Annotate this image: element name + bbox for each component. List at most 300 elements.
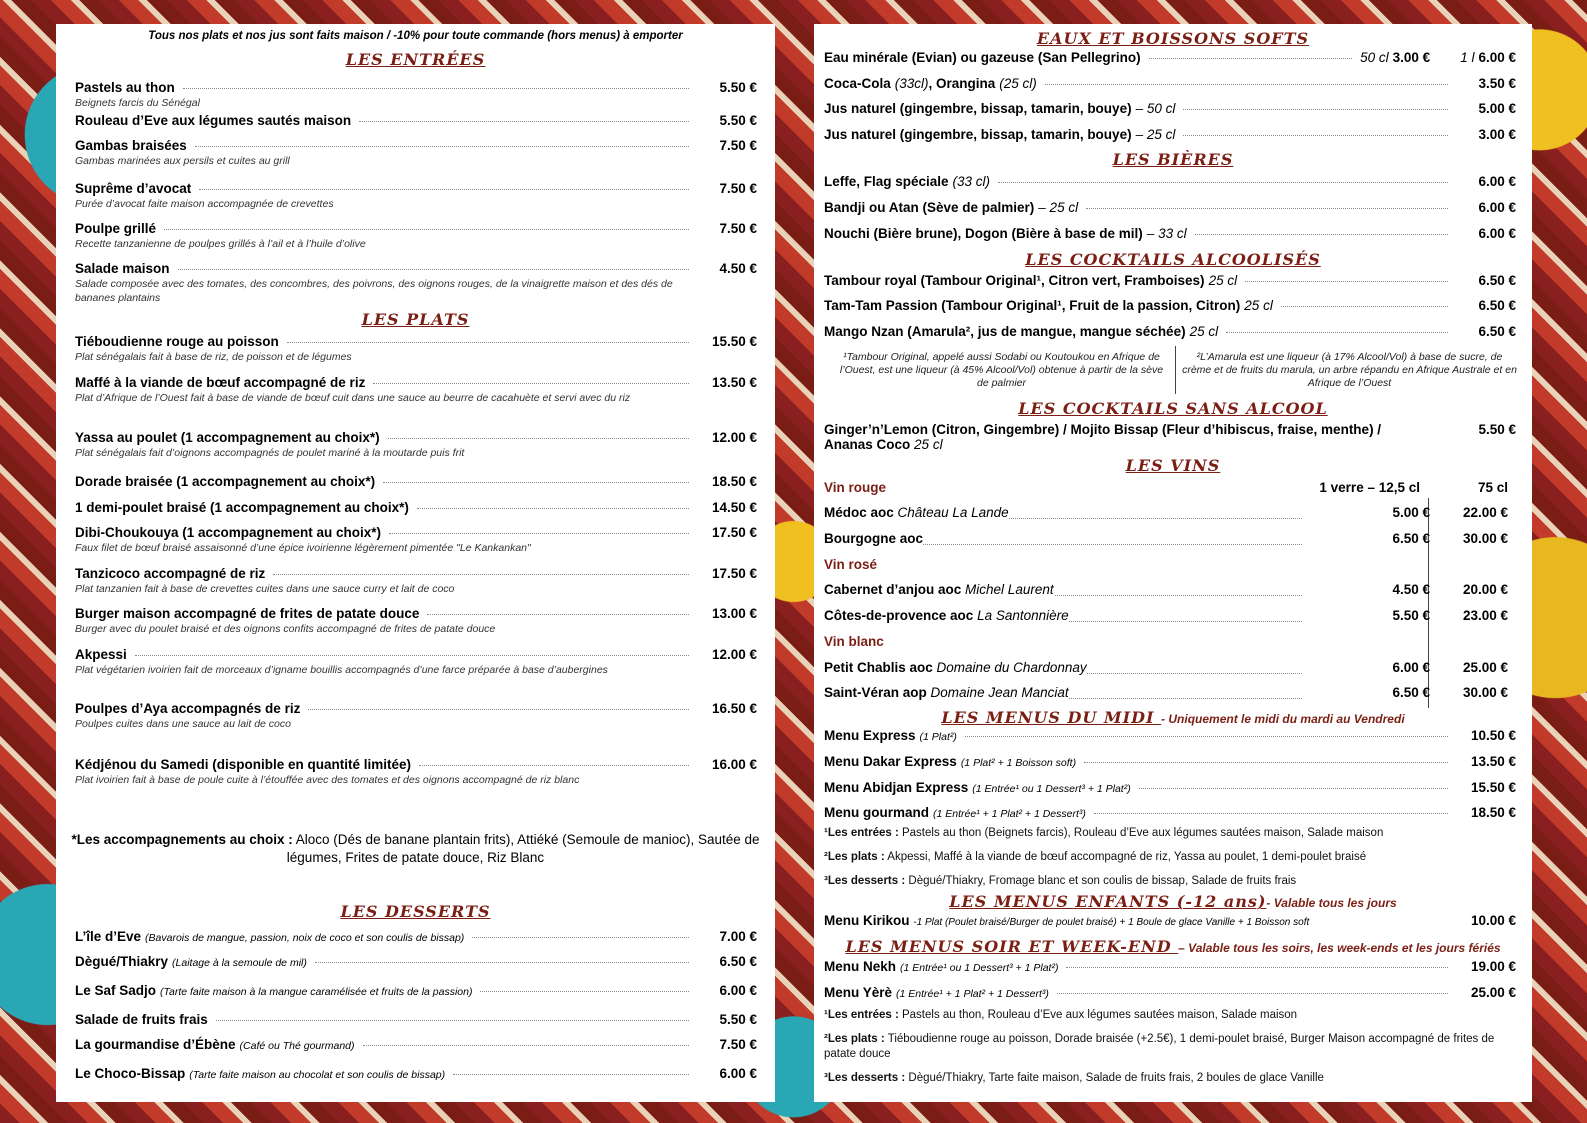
item-price: 18.50 € bbox=[1470, 805, 1516, 820]
midi-title-text: LES MENUS DU MIDI bbox=[941, 708, 1155, 727]
item-row bbox=[824, 985, 1516, 1000]
item-row bbox=[75, 113, 757, 128]
right-menu-page bbox=[814, 24, 1532, 1102]
leader-dots bbox=[1086, 208, 1448, 209]
item-price: 5.50 € bbox=[719, 80, 757, 95]
item-name: Jus naturel (gingembre, bissap, tamarin, bouye) bbox=[824, 127, 1132, 142]
leader-dots bbox=[363, 1045, 689, 1046]
item-name: Salade de fruits frais bbox=[75, 1012, 208, 1027]
footnote-divider bbox=[1175, 346, 1176, 394]
menu-item bbox=[75, 525, 757, 555]
wine-col-bottle: 75 cl bbox=[1477, 480, 1508, 495]
menu-item bbox=[75, 929, 757, 944]
section-desserts-title: LES DESSERTS bbox=[340, 902, 491, 921]
footnote-amarula: ²L’Amarula est une liqueur (à 17% Alcool/Vol) à base de sucre, de crème et de fruits du marula, un arbre répandu en Afrique Australe et en Afrique de l’Ouest bbox=[1182, 351, 1517, 389]
item-price: 6.00 € bbox=[719, 1066, 757, 1081]
menu-item bbox=[75, 647, 757, 677]
leader-dots bbox=[480, 991, 689, 992]
item-price: 6.50 € bbox=[719, 954, 757, 969]
wine-price-bottle: 30.00 € bbox=[1462, 685, 1508, 700]
leader-dots bbox=[1183, 109, 1448, 110]
leader-dots bbox=[273, 574, 689, 575]
item-description: Plat sénégalais fait d’oignons accompagnés de poulet mariné à la moutarde puis frit bbox=[75, 447, 465, 459]
menu-item bbox=[824, 200, 1516, 215]
wine-domaine: La Santonnière bbox=[977, 608, 1069, 623]
item-name: Le Choco-Bissap bbox=[75, 1066, 186, 1081]
accompagnements-label: *Les accompagnements au choix : bbox=[71, 832, 293, 847]
menu-item bbox=[824, 780, 1516, 795]
item-price: 19.00 € bbox=[1470, 959, 1516, 974]
item-price: 13.50 € bbox=[711, 375, 757, 390]
wine-name bbox=[824, 531, 923, 546]
item-description: Poulpes cuites dans une sauce au lait de coco bbox=[75, 718, 291, 730]
menu-item bbox=[824, 959, 1516, 974]
wine-price-bottle: 20.00 € bbox=[1462, 582, 1508, 597]
item-name: Burger maison accompagné de frites de patate douce bbox=[75, 606, 420, 621]
item-price: 12.00 € bbox=[711, 647, 757, 662]
item-price: 3.50 € bbox=[1478, 76, 1516, 91]
item-note: 25 cl bbox=[1208, 273, 1238, 288]
wine-appellation: Petit Chablis aoc bbox=[824, 660, 933, 675]
item-note: (33 cl) bbox=[952, 174, 991, 189]
item-name: Le Saf Sadjo bbox=[75, 983, 157, 998]
item-description: Burger avec du poulet braisé et des oignons confits accompagné de frites de patate douce bbox=[75, 623, 496, 635]
item-description: Faux filet de bœuf braisé assaisonné d’une épice ivoirienne légèrement pimentée "Le Kankankan" bbox=[75, 542, 531, 554]
soir-entrees-note bbox=[824, 1008, 1297, 1023]
item-price: 6.00 € bbox=[1478, 50, 1516, 65]
item-row bbox=[824, 273, 1516, 288]
leader-dots bbox=[1084, 762, 1448, 763]
item-row bbox=[75, 334, 757, 349]
item-row bbox=[824, 76, 1516, 91]
section-enfants-title bbox=[814, 892, 1532, 911]
item-row bbox=[75, 261, 757, 276]
midi-plats-note bbox=[824, 850, 1366, 865]
item-note: (25 cl) bbox=[999, 76, 1037, 91]
item-description: Beignets farcis du Sénégal bbox=[75, 97, 200, 109]
item-row bbox=[824, 324, 1516, 339]
item-note: – 50 cl bbox=[1135, 101, 1176, 116]
leader-dots bbox=[1139, 788, 1448, 789]
leader-dots bbox=[419, 765, 689, 766]
menu-item bbox=[75, 983, 757, 998]
wine-price-bottle: 30.00 € bbox=[1462, 531, 1508, 546]
item-name: Dègué/Thiakry bbox=[75, 954, 169, 969]
item-description: Gambas marinées aux persils et cuites au grill bbox=[75, 155, 290, 167]
wine-name bbox=[824, 505, 1009, 520]
soir-desserts-note bbox=[824, 1071, 1324, 1086]
item-name: Bandji ou Atan (Sève de palmier) bbox=[824, 200, 1035, 215]
menu-item bbox=[75, 757, 757, 787]
item-note: 25 cl bbox=[1244, 298, 1273, 313]
item-row bbox=[75, 430, 757, 445]
soir-subtitle: – Valable tous les soirs, les week-ends et les jours fériés bbox=[1178, 941, 1501, 955]
item-price: 7.50 € bbox=[719, 1037, 757, 1052]
wine-price-bottle: 25.00 € bbox=[1462, 660, 1508, 675]
section-sansalcool-title: LES COCKTAILS SANS ALCOOL bbox=[1018, 399, 1328, 418]
enfants-title-text: LES MENUS ENFANTS (-12 ans) bbox=[949, 892, 1267, 911]
item-price: 10.50 € bbox=[1470, 728, 1516, 743]
menu-item bbox=[75, 375, 757, 405]
soir-plats-note bbox=[824, 1032, 1514, 1062]
item-price: 15.50 € bbox=[1470, 780, 1516, 795]
item-row bbox=[75, 1066, 757, 1081]
item-note: – 25 cl bbox=[1038, 200, 1079, 215]
item-name: Maffé à la viande de bœuf accompagné de riz bbox=[75, 375, 366, 390]
item-price: 7.50 € bbox=[719, 221, 757, 236]
wine-appellation: Médoc aoc bbox=[824, 505, 894, 520]
item-name: Menu Dakar Express bbox=[824, 754, 957, 769]
leader-dots bbox=[1066, 967, 1448, 968]
item-description: Salade composée avec des tomates, des concombres, des poivrons, des oignons rouges, de la vinaigrette maison et des dés de bananes plantains bbox=[75, 278, 673, 304]
leader-dots bbox=[383, 482, 689, 483]
item-description: Plat tanzanien fait à base de crevettes cuites dans une sauce curry et lait de coco bbox=[75, 583, 455, 595]
menu-item bbox=[824, 913, 1516, 928]
section-plats-title: LES PLATS bbox=[361, 310, 470, 329]
item-row bbox=[75, 221, 757, 236]
menu-item bbox=[75, 113, 757, 128]
leader-dots bbox=[389, 533, 689, 534]
item-description: Plat végétarien ivoirien fait de morceaux d’igname bouillis accompagnés d’une farce préparée à base d’aubergines bbox=[75, 664, 608, 676]
menu-item bbox=[75, 334, 757, 364]
soir-title-text: LES MENUS SOIR ET WEEK-END bbox=[845, 937, 1172, 956]
enfants-subtitle: - Valable tous les jours bbox=[1266, 896, 1397, 910]
leader-dots bbox=[965, 736, 1448, 737]
item-note: (Bavarois de mangue, passion, noix de coco et son coulis de bissap) bbox=[145, 932, 465, 944]
item-row bbox=[75, 474, 757, 489]
item-row bbox=[824, 226, 1516, 241]
note-label: ¹Les entrées : bbox=[824, 827, 899, 839]
note-text: Dègué/Thiakry, Fromage blanc et son coulis de bissap, Salade de fruits frais bbox=[908, 875, 1297, 887]
note-text: Pastels au thon, Rouleau d’Eve aux légumes sautées maison, Salade maison bbox=[901, 1009, 1298, 1021]
wine-price-bottle: 23.00 € bbox=[1462, 608, 1508, 623]
wine-domaine: Michel Laurent bbox=[965, 582, 1054, 597]
wine-price-glass: 5.00 € bbox=[1392, 505, 1430, 520]
item-name: Eau minérale (Evian) ou gazeuse (San Pellegrino) bbox=[824, 50, 1141, 65]
menu-item bbox=[75, 474, 757, 489]
menu-item bbox=[824, 127, 1516, 142]
item-note: (Café ou Thé gourmand) bbox=[239, 1040, 355, 1052]
item-description: Plat ivoirien fait à base de poule cuite à l’étouffée avec des tomates et des oignons accompagné de riz blanc bbox=[75, 774, 580, 786]
item-name: Ananas Coco bbox=[824, 437, 911, 452]
item-note: -1 Plat (Poulet braisé/Burger de poulet braisé) + 1 Boule de glace Vanille + 1 Boisson soft bbox=[913, 917, 1310, 928]
item-name: Jus naturel (gingembre, bissap, tamarin, bouye) bbox=[824, 101, 1132, 116]
section-bieres-title: LES BIÈRES bbox=[1112, 150, 1234, 169]
leader-dots bbox=[1057, 993, 1448, 994]
item-price: 7.50 € bbox=[719, 181, 757, 196]
item-row bbox=[75, 566, 757, 581]
item-name: Dorade braisée (1 accompagnement au choix*) bbox=[75, 474, 376, 489]
section-soir-title bbox=[814, 937, 1532, 956]
item-price: 17.50 € bbox=[711, 525, 757, 540]
item-row bbox=[824, 754, 1516, 769]
item-row bbox=[75, 757, 757, 772]
item-description: Recette tanzanienne de poulpes grillés à l’ail et à l’huile d’olive bbox=[75, 238, 366, 250]
item-note: (Tarte faite maison au chocolat et son coulis de bissap) bbox=[189, 1069, 446, 1081]
leader-dots bbox=[164, 229, 689, 230]
item-note: 1 l bbox=[1460, 50, 1475, 65]
wine-price-bottle: 22.00 € bbox=[1462, 505, 1508, 520]
item-price: 14.50 € bbox=[711, 500, 757, 515]
footnote-tambour: ¹Tambour Original, appelé aussi Sodabi ou Koutoukou en Afrique de l’Ouest, est une liqueur (à 45% Alcool/Vol) obtenue à partir de la sève de palmier bbox=[839, 351, 1164, 389]
item-note: 25 cl bbox=[914, 437, 943, 452]
item-row bbox=[824, 101, 1516, 116]
menu-item bbox=[75, 221, 757, 251]
note-label: ²Les plats : bbox=[824, 1033, 885, 1045]
leader-dots bbox=[1281, 306, 1448, 307]
menu-item bbox=[824, 985, 1516, 1000]
menu-item bbox=[75, 606, 757, 636]
item-note: (1 Plat² + 1 Boisson soft) bbox=[960, 757, 1077, 769]
item-name: Tambour royal (Tambour Original¹, Citron vert, Framboises) bbox=[824, 273, 1205, 288]
wine-col-glass: 1 verre – 12,5 cl bbox=[1319, 480, 1420, 495]
leader-dots bbox=[287, 342, 689, 343]
menu-item bbox=[824, 728, 1516, 743]
wine-price-glass: 4.50 € bbox=[1392, 582, 1430, 597]
menu-item bbox=[824, 805, 1516, 820]
item-row bbox=[75, 1012, 757, 1027]
item-note: 50 cl bbox=[1360, 50, 1389, 65]
item-note: – 25 cl bbox=[1135, 127, 1176, 142]
midi-desserts-note bbox=[824, 874, 1296, 889]
note-text: Akpessi, Maffé à la viande de bœuf accompagné de riz, Yassa au poulet, 1 demi-poulet braisé bbox=[887, 851, 1367, 863]
item-price: 6.50 € bbox=[1478, 273, 1516, 288]
item-price: 6.50 € bbox=[1478, 324, 1516, 339]
item-row bbox=[824, 200, 1516, 215]
menu-item bbox=[824, 50, 1516, 65]
left-menu-page bbox=[56, 24, 775, 1102]
item-name: Dibi-Choukouya (1 accompagnement au choix*) bbox=[75, 525, 382, 540]
item-price: 17.50 € bbox=[711, 566, 757, 581]
menu-item bbox=[824, 273, 1516, 288]
item-row bbox=[824, 298, 1516, 313]
item-row bbox=[75, 701, 757, 716]
menu-item bbox=[824, 76, 1516, 91]
leader-dots bbox=[308, 709, 689, 710]
item-price: 5.00 € bbox=[1478, 101, 1516, 116]
menu-item bbox=[75, 1012, 757, 1027]
menu-item bbox=[75, 261, 757, 305]
wine-category-rouge: Vin rouge bbox=[824, 480, 887, 495]
menu-item bbox=[75, 500, 757, 515]
wine-price-glass: 5.50 € bbox=[1392, 608, 1430, 623]
section-vins-title: LES VINS bbox=[1125, 456, 1221, 475]
item-price: 15.50 € bbox=[711, 334, 757, 349]
item-price: 7.50 € bbox=[719, 138, 757, 153]
menu-item bbox=[75, 1066, 757, 1081]
item-note: 25 cl bbox=[1189, 324, 1219, 339]
leader-dots bbox=[199, 189, 689, 190]
item-row bbox=[75, 983, 757, 998]
leader-dots bbox=[315, 962, 689, 963]
wine-appellation: Bourgogne aoc bbox=[824, 531, 924, 546]
item-price: 6.50 € bbox=[1478, 298, 1516, 313]
menu-item bbox=[75, 1037, 757, 1052]
item-name: Leffe, Flag spéciale bbox=[824, 174, 949, 189]
section-cocktails-title: LES COCKTAILS ALCOOLISÉS bbox=[1025, 250, 1321, 269]
item-price: 4.50 € bbox=[719, 261, 757, 276]
leader-dots bbox=[472, 937, 689, 938]
note-label: ²Les plats : bbox=[824, 851, 885, 863]
note-text: Pastels au thon (Beignets farcis), Rouleau d’Eve aux légumes sautées maison, Salade maison bbox=[901, 827, 1384, 839]
item-price: 7.00 € bbox=[719, 929, 757, 944]
item-price: 6.00 € bbox=[1478, 200, 1516, 215]
item-row bbox=[75, 525, 757, 540]
item-name: Gambas braisées bbox=[75, 138, 187, 153]
item-name: Menu Abidjan Express bbox=[824, 780, 969, 795]
item-price: 13.50 € bbox=[1470, 754, 1516, 769]
item-name: Tanzicoco accompagné de riz bbox=[75, 566, 266, 581]
item-row bbox=[75, 80, 757, 95]
menu-item bbox=[75, 566, 757, 596]
item-name: Menu Nekh bbox=[824, 959, 897, 974]
leader-dots bbox=[427, 614, 689, 615]
midi-subtitle: - Uniquement le midi du mardi au Vendredi bbox=[1161, 712, 1405, 726]
item-price: 5.50 € bbox=[719, 1012, 757, 1027]
item-name: Akpessi bbox=[75, 647, 127, 662]
item-row bbox=[75, 181, 757, 196]
leader-dots bbox=[1045, 84, 1448, 85]
menu-item bbox=[75, 701, 757, 731]
leader-dots bbox=[1226, 332, 1448, 333]
item-name: L’île d’Eve bbox=[75, 929, 142, 944]
item-note: (1 Entrée¹ ou 1 Dessert³ + 1 Plat²) bbox=[900, 962, 1059, 974]
leader-dots bbox=[183, 88, 689, 89]
item-description: Purée d’avocat faite maison accompagnée de crevettes bbox=[75, 198, 334, 210]
item-price: 6.00 € bbox=[1478, 226, 1516, 241]
item-name: Tam-Tam Passion (Tambour Original¹, Fruit de la passion, Citron) bbox=[824, 298, 1241, 313]
leader-dots bbox=[417, 508, 689, 509]
item-row bbox=[824, 728, 1516, 743]
item-note: (33cl) bbox=[894, 76, 929, 91]
item-name: Nouchi (Bière brune), Dogon (Bière à base de mil) bbox=[824, 226, 1143, 241]
leader-dots bbox=[388, 438, 689, 439]
leader-dots bbox=[195, 146, 689, 147]
section-midi-title bbox=[814, 708, 1532, 727]
item-note: (1 Plat²) bbox=[919, 731, 957, 743]
accompagnements-note bbox=[56, 831, 775, 867]
item-row bbox=[824, 805, 1516, 820]
item-price: 6.00 € bbox=[719, 983, 757, 998]
item-name: Suprême d’avocat bbox=[75, 181, 192, 196]
item-row bbox=[75, 500, 757, 515]
wine-category-rose: Vin rosé bbox=[824, 557, 878, 572]
item-price: 6.00 € bbox=[1478, 174, 1516, 189]
item-name: Menu gourmand bbox=[824, 805, 929, 820]
item-row bbox=[824, 959, 1516, 974]
leader-dots bbox=[453, 1074, 689, 1075]
item-row bbox=[824, 127, 1516, 142]
leader-dots bbox=[1245, 281, 1448, 282]
wine-domaine: Domaine du Chardonnay bbox=[936, 660, 1087, 675]
midi-entrees-note bbox=[824, 826, 1383, 841]
item-price: 13.00 € bbox=[711, 606, 757, 621]
item-row bbox=[75, 647, 757, 662]
item-row bbox=[75, 1037, 757, 1052]
item-name: Salade maison bbox=[75, 261, 170, 276]
wine-domaine: Château La Lande bbox=[897, 505, 1009, 520]
leader-dots bbox=[359, 121, 689, 122]
menu-item bbox=[75, 430, 757, 460]
item-name: Coca-Cola bbox=[824, 76, 891, 91]
wine-name bbox=[824, 660, 1087, 675]
item-note: (Laitage à la semoule de mil) bbox=[172, 957, 307, 969]
section-eaux-title: EAUX ET BOISSONS SOFTS bbox=[1036, 29, 1310, 48]
menu-item bbox=[824, 754, 1516, 769]
item-name: Pastels au thon bbox=[75, 80, 175, 95]
item-price: 10.00 € bbox=[1470, 913, 1516, 928]
item-row bbox=[75, 929, 757, 944]
leader-dots bbox=[216, 1020, 689, 1021]
item-description: Plat d’Afrique de l’Ouest fait à base de viande de bœuf cuit dans une sauce au beurre de cacahuète et servi avec du riz bbox=[75, 392, 631, 404]
item-row bbox=[824, 174, 1516, 189]
menu-item bbox=[824, 174, 1516, 189]
item-name: La gourmandise d’Ébène bbox=[75, 1037, 236, 1052]
menu-item bbox=[75, 181, 757, 211]
menu-item bbox=[824, 298, 1516, 313]
item-price: 25.00 € bbox=[1470, 985, 1516, 1000]
note-label: ³Les desserts : bbox=[824, 1072, 906, 1084]
note-text: Dègué/Thiakry, Tarte faite maison, Salade de fruits frais, 2 boules de glace Vanille bbox=[908, 1072, 1324, 1084]
item-note: (1 Entrée¹ + 1 Plat² + 1 Dessert³) bbox=[896, 988, 1049, 1000]
item-note: (1 Entrée¹ + 1 Plat² + 1 Dessert³) bbox=[933, 808, 1086, 820]
item-name: Tiéboudienne rouge au poisson bbox=[75, 334, 279, 349]
item-name: Menu Express bbox=[824, 728, 916, 743]
accompagnements-text: Aloco (Dés de banane plantain frits), Attiéké (Semoule de manioc), Sautée de légumes, Frites de patate douce, Riz Blanc bbox=[286, 832, 760, 865]
item-row bbox=[75, 606, 757, 621]
item-name: 1 demi-poulet braisé (1 accompagnement au choix*) bbox=[75, 500, 409, 515]
item-price: 3.00 € bbox=[1478, 127, 1516, 142]
item-price: 3.00 € bbox=[1392, 50, 1431, 65]
leader-dots bbox=[178, 269, 689, 270]
item-price: 5.50 € bbox=[719, 113, 757, 128]
menu-item bbox=[75, 138, 757, 168]
item-price: 12.00 € bbox=[711, 430, 757, 445]
item-description: Plat sénégalais fait à base de riz, de poisson et de légumes bbox=[75, 351, 352, 363]
item-row bbox=[824, 50, 1516, 65]
leader-dots bbox=[135, 655, 689, 656]
item-name: Yassa au poulet (1 accompagnement au choix*) bbox=[75, 430, 380, 445]
wine-price-glass: 6.00 € bbox=[1392, 660, 1430, 675]
item-price: 16.00 € bbox=[711, 757, 757, 772]
wine-domaine: Domaine Jean Manciat bbox=[930, 685, 1069, 700]
wine-price-glass: 6.50 € bbox=[1392, 685, 1430, 700]
item-note: – 33 cl bbox=[1146, 226, 1187, 241]
item-name: Ginger’n’Lemon (Citron, Gingembre) / Mojito Bissap (Fleur d’hibiscus, fraise, menthe) / bbox=[824, 422, 1382, 437]
wine-appellation: Cabernet d’anjou aoc bbox=[824, 582, 962, 597]
leader-dots bbox=[998, 182, 1448, 183]
item-row bbox=[824, 780, 1516, 795]
menu-item bbox=[75, 954, 757, 969]
item-row bbox=[75, 954, 757, 969]
note-label: ³Les desserts : bbox=[824, 875, 906, 887]
item-name: Menu Kirikou bbox=[824, 913, 910, 928]
item-name: Mango Nzan (Amarula², jus de mangue, mangue séchée) bbox=[824, 324, 1186, 339]
wine-name bbox=[824, 582, 1054, 597]
wine-name bbox=[824, 685, 1069, 700]
item-name: Poulpe grillé bbox=[75, 221, 157, 236]
note-label: ¹Les entrées : bbox=[824, 1009, 899, 1021]
note-text: Tiéboudienne rouge au poisson, Dorade braisée (+2.5€), 1 demi-poulet braisé, Burger Maison accompagné de frites de patate douce bbox=[824, 1033, 1495, 1060]
section-entrees-title: LES ENTRÉES bbox=[345, 50, 486, 69]
item-note: (1 Entrée¹ ou 1 Dessert³ + 1 Plat²) bbox=[972, 783, 1131, 795]
wine-price-glass: 6.50 € bbox=[1392, 531, 1430, 546]
wine-appellation: Saint-Véran aop bbox=[824, 685, 927, 700]
menu-item bbox=[75, 80, 757, 110]
leader-dots bbox=[1195, 234, 1448, 235]
notice: Tous nos plats et nos jus sont faits maison / -10% pour toute commande (hors menus) à emporter bbox=[148, 30, 683, 42]
item-price: 18.50 € bbox=[711, 474, 757, 489]
